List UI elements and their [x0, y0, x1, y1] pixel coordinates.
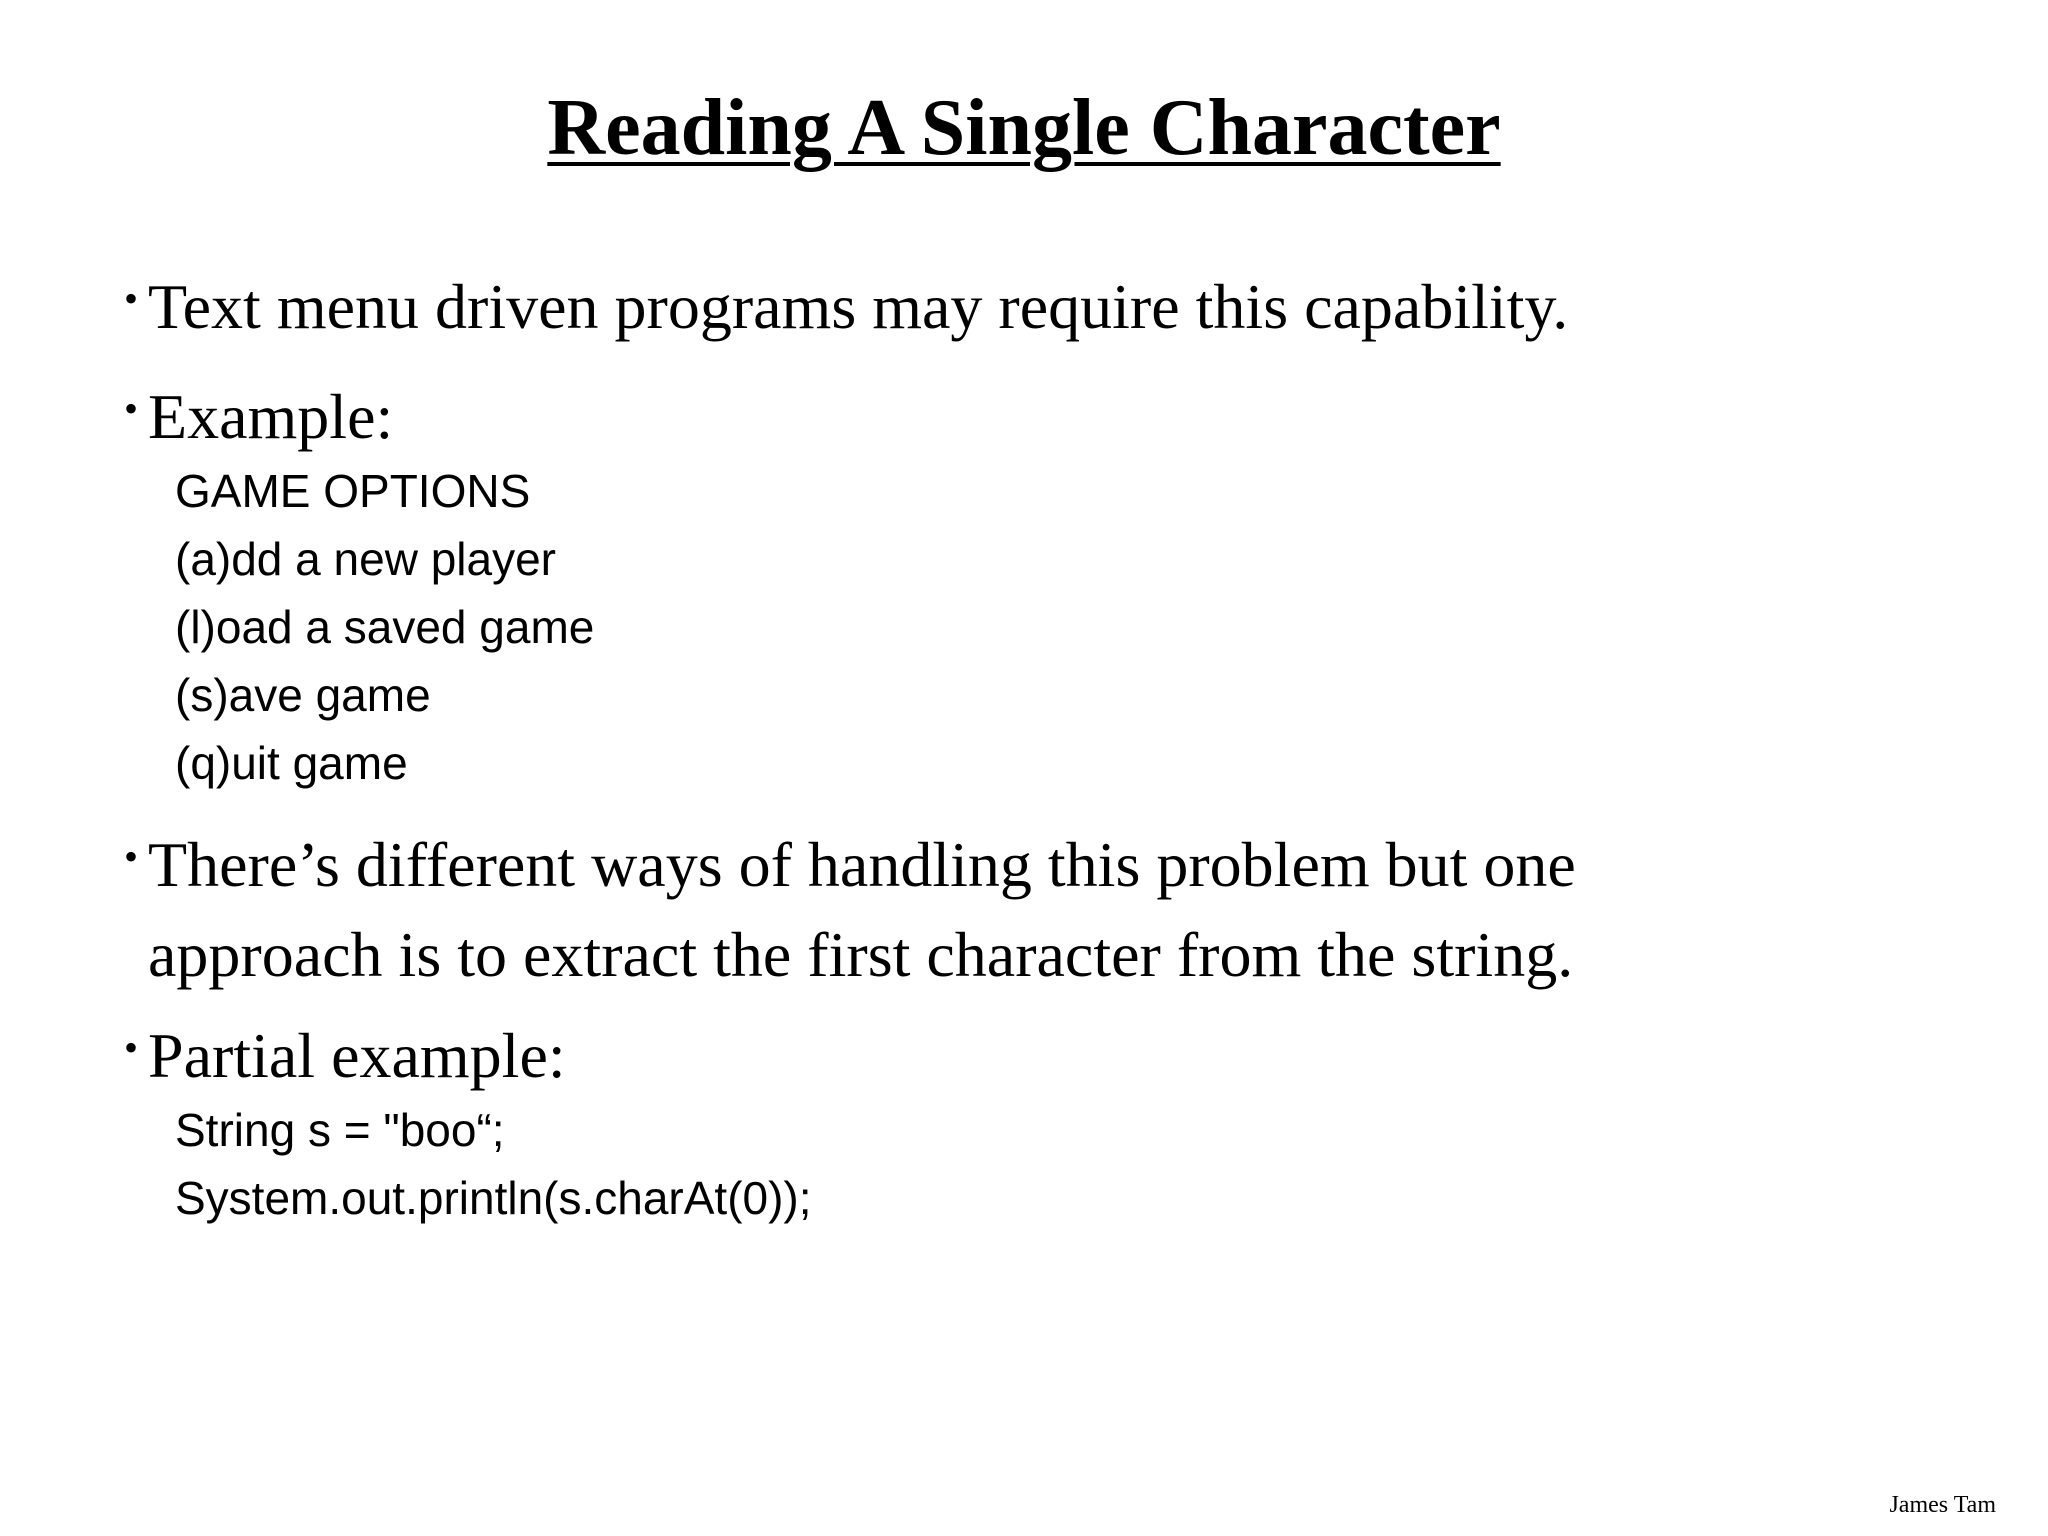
bullet-text: There’s different ways of handling this problem but one	[148, 829, 1576, 900]
menu-example-line: GAME OPTIONS	[175, 465, 531, 517]
bullet-item	[124, 824, 1576, 996]
menu-example-line: (a)dd a new player	[175, 533, 556, 585]
bullet-item	[124, 1015, 566, 1105]
slide-title: Reading A Single Character	[547, 84, 1501, 172]
bullet-item	[124, 376, 393, 466]
menu-example-line: (l)oad a saved game	[175, 601, 595, 653]
menu-example-list	[175, 457, 594, 797]
menu-example-line: (s)ave game	[175, 669, 431, 721]
bullet-item	[124, 266, 1568, 356]
bullet-icon: •	[124, 386, 139, 431]
bullet-icon: •	[124, 834, 139, 879]
bullet-text-continuation: approach is to extract the first character from the string.	[148, 919, 1574, 990]
code-example-list	[175, 1096, 812, 1232]
code-example-line: String s = "boo“;	[175, 1104, 505, 1156]
menu-example-line: (q)uit game	[175, 737, 408, 789]
bullet-text: Text menu driven programs may require this capability.	[148, 271, 1569, 342]
bullet-text: Partial example:	[148, 1020, 566, 1091]
bullet-icon: •	[124, 1025, 139, 1070]
bullet-text: Example:	[148, 381, 394, 452]
code-example-line: System.out.println(s.charAt(0));	[175, 1172, 812, 1224]
bullet-icon: •	[124, 276, 139, 321]
footer-author: James Tam	[1889, 1492, 1996, 1518]
